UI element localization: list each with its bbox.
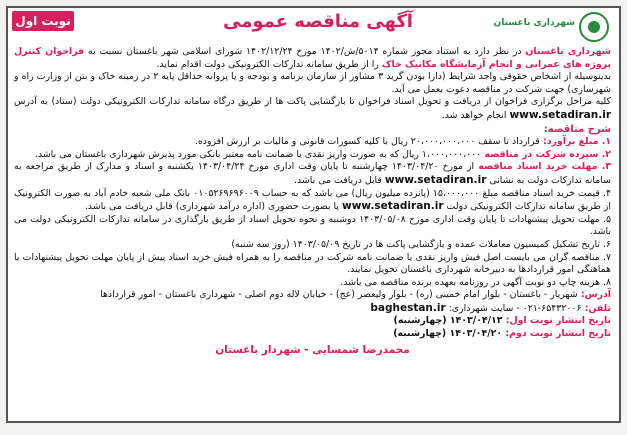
phone-label: تلفن: [581, 302, 611, 314]
pub2-label: تاریخ انتشار نوبت دوم: [502, 328, 611, 340]
setad-link[interactable]: www.setadiran.ir [342, 200, 444, 213]
notice-title: آگهی مناقصه عمومی [223, 11, 413, 32]
eligibility-paragraph: بدینوسیله از اشخاص حقوقی واجد شرایط (دارا بودن گرید ۳ مشاور از سازمان برنامه و بودجه و یا پروانه حداقل پایه ۲ در زمینه خاک و بتن از وزارت راه و شهرسازی) جهت شرکت در مناقصه دعوت بعمل می آید. [14, 71, 611, 95]
term-text: ۴. قیمت خرید اسناد مناقصه مبلغ ۱۵،۰۰۰،۰۰۰ (پانزده میلیون ریال) می باشد که به حساب ۰۱۰۵۲۶۹۶۹۶۰۰۹ بانک ملی شعبه خادم آباد به صورت الکترونیک از طریق سامانه تدارکات الکترونیکی دولت [14, 187, 611, 213]
term-text-end: قابل دریافت می باشد. [294, 174, 385, 186]
intro-paragraph [14, 46, 611, 71]
process-text: کلیه مراحل برگزاری فراخوان از دریافت و تحویل اسناد فراخوان تا بازگشایی پاکت ها از طریق درگاه سامانه تدارکات الکترونیکی دولت (ستاد) به آدرس [14, 96, 611, 108]
term-label: ۱. مبلغ برآورد: [539, 136, 611, 148]
term-text-end: یا بصورت حضوری (اداره درآمد شهرداری) قابل دریافت می باشد. [84, 201, 343, 213]
term-item-1 [14, 136, 611, 149]
phone-text: ۶۵۴۳۲۰۰۶-۰۲۱ - سایت شهرداری: [445, 302, 582, 314]
term-item-4 [14, 188, 611, 214]
term-text: از مورخ ۱۴۰۳/۰۴/۲۰ چهارشنبه تا پایان وقت اداری مورخ ۱۴۰۳/۰۴/۲۴ یکشنبه و اسناد و مدارک از طریق مراجعه به سامانه تدارکات دولت به نشانی [14, 161, 611, 186]
term-item-8: ۸. هزینه چاپ دو نوبت آگهی در روزنامه بعهده برنده مناقصه می باشد. [340, 276, 611, 288]
address-text: شهریار - باغستان - بلوار امام خمینی (ره) - بلوار ولیعصر (عج) - خیابان لاله دوم اصلی - شهرداری باغستان - امور قراردادها [100, 289, 578, 301]
term-item-2 [14, 149, 611, 162]
intro-text-2: را از طریق سامانه تدارکات الکترونیکی دولت اقدام نماید. [156, 58, 382, 70]
org-name: شهرداری باغستان [525, 46, 611, 57]
term-text: قرارداد تا سقف ۲۰،۰۰۰،۰۰۰،۰۰۰ ریال با کلیه کسورات قانونی و مالیات بر ارزش افزوده. [194, 136, 540, 148]
signature: محمدرضا شمسایی - شهردار باغستان [215, 343, 410, 356]
address-line [14, 289, 611, 302]
pub1-label: تاریخ انتشار نوبت اول: [502, 315, 611, 327]
pub1-date: ۱۴۰۳/۰۴/۱۳ (چهارشنبه) [393, 315, 503, 327]
term-text: ۱،۰۰۰،۰۰۰،۰۰۰ ریال که به صورت واریز نقدی یا ضمانت نامه معتبر بانکی مورد پذیرش شهرداری باغستان می باشد. [34, 148, 482, 160]
municipality-logo [493, 10, 613, 44]
intro-text-1: در نظر دارد به استناد مجوز شماره ۵۰۱۴/ش/۱۴۰۲ مورخ ۱۴۰۲/۱۲/۲۴ شورای اسلامی شهر باغستان نسبت به [84, 46, 526, 57]
round-badge: نوبت اول [12, 11, 74, 31]
phone-line [14, 302, 611, 316]
process-paragraph [14, 96, 611, 122]
setad-link[interactable]: www.setadiran.ir [509, 108, 611, 121]
term-item-7: ۷. مناقصه گران می بایست اصل فیش واریز نقدی یا ضمانت نامه شرکت در مناقصه را به همراه فیش خرید اسناد پیش از پایان مهلت تحویل پیشنهادات با هماهنگی امور قراردادها به دبیرخانه شهرداری باغستان تحویل نمایند. [14, 251, 611, 276]
publish-date-1 [14, 315, 611, 328]
term-item-3 [14, 161, 611, 187]
term-label: ۲. سپرده شرکت در مناقصه [481, 148, 611, 160]
term-item-6: ۶. تاریخ تشکیل کمیسیون معاملات عمده و بازگشایی پاکت ها در تاریخ ۱۴۰۳/۰۵/۰۹ (روز سه شنبه) [231, 238, 611, 250]
project-name: فراخوان کنترل پروژه های عمرانی و انجام آزمایشگاه مکانیک خاک [14, 46, 611, 70]
tender-notice [6, 6, 621, 423]
setad-link[interactable]: www.setadiran.ir [384, 173, 487, 186]
notice-body [14, 46, 611, 356]
terms-title: شرح مناقصه: [543, 123, 611, 135]
publish-date-2 [14, 328, 611, 341]
address-label: آدرس: [577, 289, 611, 301]
header [8, 8, 619, 46]
process-end: انجام خواهد شد. [441, 109, 510, 121]
site-link[interactable]: baghestan.ir [370, 301, 446, 314]
term-label: ۳. مهلت خرید اسناد مناقصه [474, 161, 611, 173]
term-item-5: ۵. مهلت تحویل پیشنهادات تا پایان وقت اداری مورخ ۱۴۰۳/۰۵/۰۸ دوشنبه و نحوه تحویل اسناد از طریق بارگذاری در سامانه تدارکات الکترونیکی دولت می باشد. [14, 213, 611, 238]
emblem-icon [579, 12, 609, 42]
pub2-date: ۱۴۰۳/۰۴/۲۰ (چهارشنبه) [393, 328, 503, 340]
logo-text: شهرداری باغستان [493, 18, 575, 28]
